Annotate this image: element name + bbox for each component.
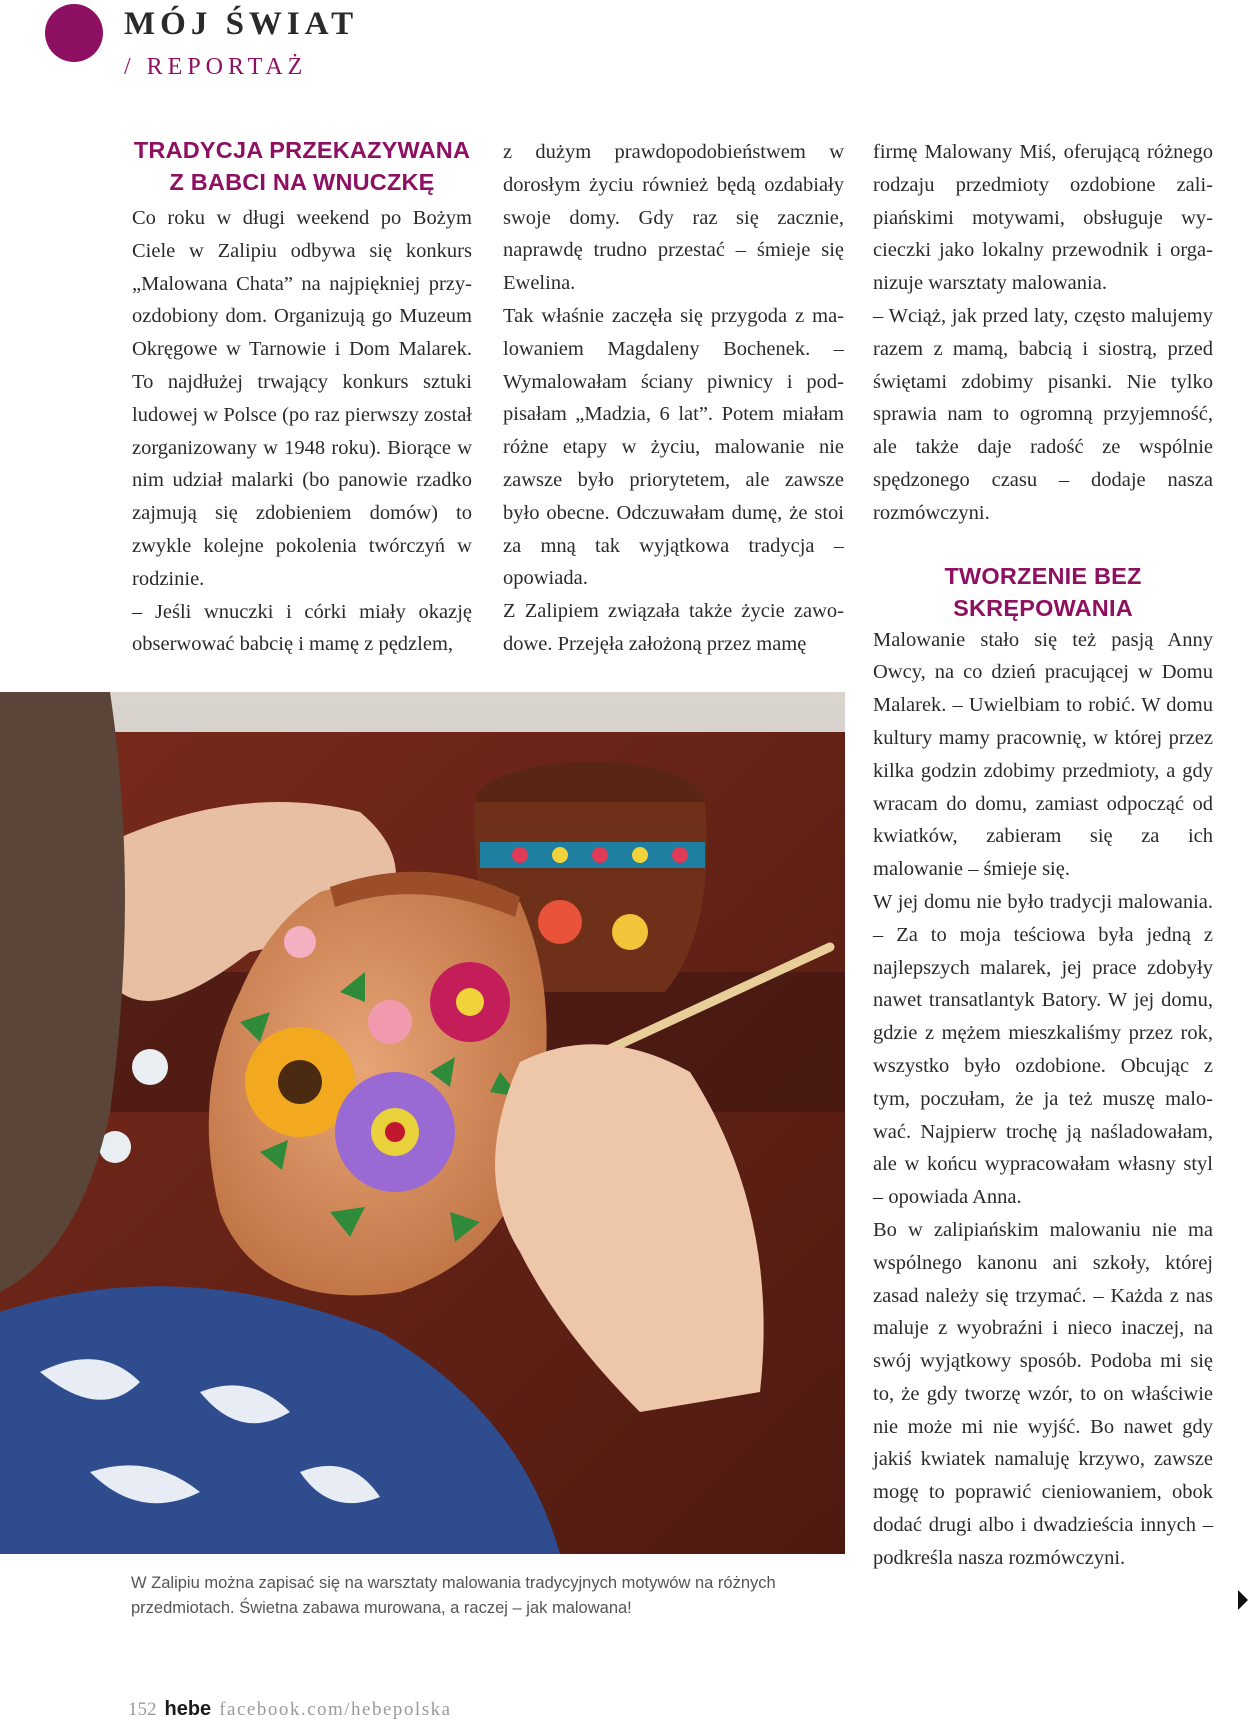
paragraph: firmę Malowany Miś, oferującą różnego rodzaju przedmioty ozdobione zalipiańskimi motywami, obsługuje wycieczki jako lokalny przewodnik i organizuje warsztaty malowania. (873, 141, 1213, 295)
brand-logo: hebe (164, 1698, 212, 1720)
paragraph: Z Zalipiem związała także życie zawodowe. Przejęła założoną przez mamę (503, 600, 844, 655)
section-subtitle: / REPORTAŻ (124, 54, 308, 80)
paragraph: W jej domu nie było tradycji malowania. – Za to moja teściowa była jedną z najlepszych malarek, jej prace zdobyły nawet transatlantyk Batory. W jej domu, gdzie z mężem mieszkaliśmy przez rok, wszystko było ozdobione. Obcując z tym, poczułam, że ja też muszę malować. Najpierw trochę ją naśladowałam, ale w końcu wypracowałam własny styl – opowiada Anna. (873, 890, 1213, 1209)
page-footer (128, 1698, 452, 1721)
article-column-1 (132, 202, 472, 661)
article-column-3 (873, 136, 1213, 1575)
article-column-2 (503, 136, 844, 661)
paragraph: Bo w zalipiańskim malowaniu nie ma wspólnego kanonu ani szkoły, której zasad należy się trzymać. – Każda z nas maluje z wyobraźni i nieco inaczej, na swój wyjątkowy sposób. Podoba mi się to, że gdy tworzę wzór, to on właściwie nie może mi nie wyjść. Bo nawet gdy jakiś kwiatek namaluję krzywo, zawsze mogę to poprawić cieniowaniem, obok dodać drugi albo i dwadzieścia innych – podkreśla nasza rozmówczyni. (873, 1218, 1213, 1569)
paragraph: Co roku w długi weekend po Bożym Ciele w Zalipiu odbywa się konkurs „Malowana Chata” na najpiękniej przyozdobiony dom. Organizują go Muzeum Okręgowe w Tarnowie i Dom Malarek. To najdłużej trwający konkurs sztuki ludowej w Polsce (po raz pierwszy został zorganizowany w 1948 roku). Biorące w nim udział malarki (bo panowie rzadko zajmują się zdobieniem domów) to zwykle kolejne pokolenia twórczyń w rodzinie. (132, 207, 472, 590)
section-marker-dot (45, 4, 103, 62)
paragraph: Malowanie stało się też pasją Anny Owcy, na co dzień pracującej w Domu Malarek. – Uwielbiam to robić. W domu kultury mamy pracownię, w której przez kilka godzin zdobimy przedmioty, a gdy wracam do domu, zamiast odpocząć od kwiatków, zabieram się za ich malowanie – śmieje się. (873, 628, 1213, 881)
continue-arrow-icon (1238, 1590, 1248, 1610)
paragraph: z dużym prawdopodobieństwem w dorosłym życiu również będą ozdabiały swoje domy. Gdy raz się zacznie, naprawdę trudno przestać – śmieje się Ewelina. (503, 141, 844, 295)
paragraph: – Wciąż, jak przed laty, często malujemy razem z mamą, babcią i siostrą, przed świętami zdobimy pisanki. Nie tylko sprawia nam to ogromną przyjemność, ale także daje radość ze wspólnie spędzonego czasu – dodaje nasza rozmówczyni. (873, 304, 1213, 524)
article-heading-2: TWORZENIE BEZ SKRĘPOWANIA (944, 562, 1142, 621)
photo-caption: W Zalipiu można zapisać się na warsztaty malowania tradycyjnych motywów na różnych przedmiotach. Świetna zabawa murowana, a raczej – jak malowana! (131, 1574, 776, 1617)
article-photo (0, 692, 845, 1554)
paragraph: Tak właśnie zaczęła się przygoda z malowaniem Magdaleny Bochenek. – Wymalowałam ściany piwnicy i podpisałam „Madzia, 6 lat”. Potem miałam różne etapy w życiu, malowanie nie zawsze było priorytetem, ale zawsze było obecne. Odczuwałam dumę, że stoi za mną tak wyjątkowa tradycja – opowiada. (503, 304, 844, 590)
article-heading-1: TRADYCJA PRZEKAZYWANA Z BABCI NA WNUCZKĘ (133, 137, 471, 195)
paragraph: – Jeśli wnuczki i córki miały okazję obserwować babcię i mamę z pędzlem, (132, 600, 472, 656)
footer-url: facebook.com/hebepolska (219, 1699, 452, 1720)
section-title: MÓJ ŚWIAT (124, 6, 359, 42)
page-number: 152 (128, 1699, 157, 1720)
painted-jug-illustration (0, 692, 845, 1554)
